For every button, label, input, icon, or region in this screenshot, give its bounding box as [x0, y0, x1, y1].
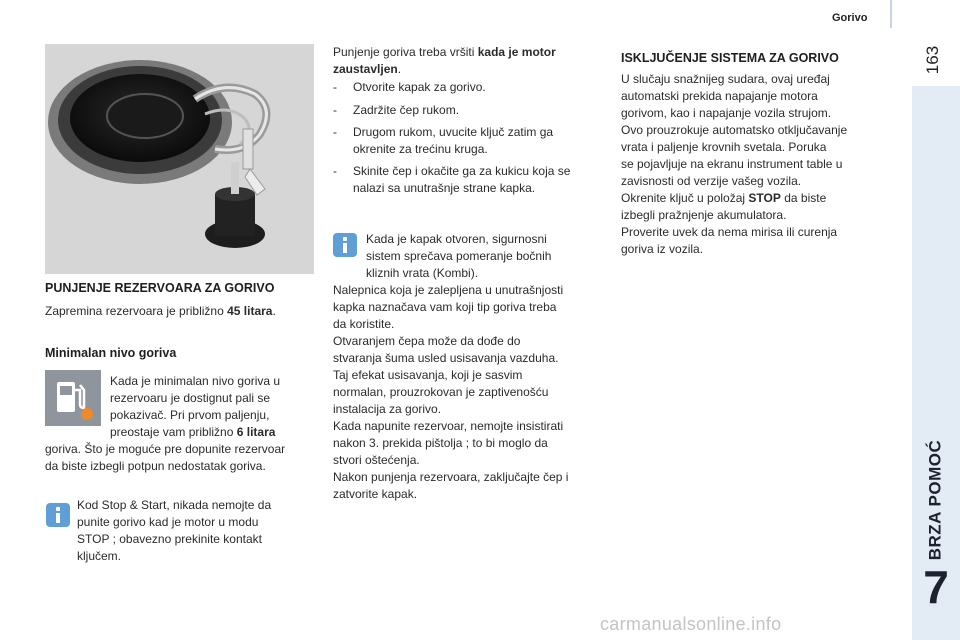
watermark: carmanualsonline.info [600, 614, 782, 634]
cutoff-line-2: automatski prekida napajanje motora [621, 89, 818, 103]
body-line-2: kapka naznačava vam koji tip goriva treba [333, 300, 557, 314]
body-line-9: Kada napunite rezervoar, nemojte insistirati [333, 419, 564, 433]
cutoff-line-10: Proverite uvek da nema mirisa ili curenja [621, 225, 838, 239]
body-line-1: Nalepnica koja je zalepljena u unutrašnjosti [333, 283, 564, 297]
step-text: Otvorite kapak za gorivo. [353, 80, 486, 94]
min-level-text: preostaje vam približno [110, 425, 237, 439]
intro-bold: kada je motor zaustavljen [333, 45, 556, 76]
intro-end: . [397, 62, 402, 76]
stopstart-line-2: punite gorivo kad je motor u modu [77, 515, 259, 529]
section-title [905, 420, 960, 580]
capacity-paragraph [45, 303, 276, 320]
stop-text: Okrenite ključ u položaj [621, 191, 749, 205]
fuel-cap-drawing [45, 44, 314, 274]
fuel-warning-indicator [45, 370, 101, 426]
intro-text: Punjenje goriva treba vršiti [333, 45, 478, 59]
cutoff-line-1: U slučaju snažnijeg sudara, ovaj uređaj [621, 72, 830, 86]
intro-paragraph [333, 44, 603, 78]
note-line-2: sistem sprečava pomeranje bočnih [366, 249, 552, 263]
capacity-value: 45 litara [227, 304, 273, 318]
body-line-13: zatvorite kapak. [333, 487, 418, 501]
chapter-number: 7 [923, 561, 949, 613]
cutoff-line-6: se pojavljuje na ekranu instrument table u [621, 157, 843, 171]
body-line-10: nakon 3. prekida pištolja ; to bi moglo da [333, 436, 548, 450]
refuel-heading: PUNJENJE REZERVOARA ZA GORIVO [45, 281, 275, 295]
min-level-heading: Minimalan nivo goriva [45, 346, 177, 360]
step-dash: - [333, 125, 337, 139]
stop-label: STOP [748, 191, 781, 205]
cutoff-line-7: zavisnosti od verzije vašeg vozila. [621, 174, 802, 188]
step-text: Drugom rukom, uvucite ključ zatim ga okrenite za trećinu kruga. [353, 125, 554, 156]
fuel-cutoff-heading: ISKLJUČENJE SISTEMA ZA GORIVO [621, 51, 839, 65]
note-line-1: Kada je kapak otvoren, sigurnosni [366, 232, 547, 246]
info-icon [333, 233, 357, 257]
capacity-end: . [272, 304, 276, 318]
header-divider [890, 0, 892, 28]
body-line-7: normalan, prouzrokovan je zaptivenošću [333, 385, 549, 399]
fuel-cap-illustration [45, 44, 314, 274]
stopstart-line-3: STOP ; obavezno prekinite kontakt [77, 532, 262, 546]
info-icon [46, 503, 70, 527]
step-text: Zadržite čep rukom. [353, 103, 460, 117]
body-line-12: Nakon punjenja rezervoara, zaključajte čep i [333, 470, 569, 484]
capacity-text: Zapremina rezervoara je približno [45, 304, 228, 318]
page-number: 163 [923, 45, 942, 75]
stopstart-line-4: ključem. [77, 549, 122, 563]
body-line-5: stvaranja šuma usled usisavanja vazduha. [333, 351, 559, 365]
body-line-6: Taj efekat usisavanja, koji je sasvim [333, 368, 523, 382]
step-dash: - [333, 164, 337, 178]
page-header-title: Gorivo [832, 12, 868, 24]
section-title-text: BRZA POMOĆ [925, 439, 944, 561]
min-level-line-1: Kada je minimalan nivo goriva u [110, 374, 281, 388]
min-level-line-4 [110, 424, 275, 441]
body-line-8: instalacija za gorivo. [333, 402, 442, 416]
step-dash: - [333, 80, 337, 94]
cutoff-line-11: goriva iz vozila. [621, 242, 704, 256]
cutoff-line-3: gorivom, kao i napajanje vozila strujom. [621, 106, 832, 120]
min-level-line-6: da biste izbegli potpun nedostatak goriva. [45, 459, 266, 473]
body-line-4: Otvaranjem čepa može da dođe do [333, 334, 521, 348]
cutoff-line-9: izbegli pražnjenje akumulatora. [621, 208, 787, 222]
fuel-pump-icon [45, 370, 101, 426]
cutoff-line-8 [621, 190, 826, 207]
note-line-3: kliznih vrata (Kombi). [366, 266, 479, 280]
body-line-3: da koristite. [333, 317, 395, 331]
cutoff-line-5: vrata i paljenje krovnih svetala. Poruka [621, 140, 827, 154]
body-line-11: stvori oštećenja. [333, 453, 420, 467]
cutoff-line-4: Ovo prouzrokuje automatsko otključavanje [621, 123, 848, 137]
min-level-line-5: goriva. Što je moguće pre dopunite rezervoar [45, 442, 286, 456]
min-level-line-3: pokazivač. Pri prvom paljenju, [110, 408, 270, 422]
step-dash: - [333, 103, 337, 117]
step-text: Skinite čep i okačite ga za kukicu koja se nalazi sa unutrašnje strane kapka. [353, 164, 571, 195]
min-level-value: 6 litara [236, 425, 276, 439]
stop-text-end: da biste [780, 191, 827, 205]
stopstart-line-1: Kod Stop & Start, nikada nemojte da [77, 498, 272, 512]
min-level-line-2: rezervoaru je dostignut pali se [110, 391, 271, 405]
